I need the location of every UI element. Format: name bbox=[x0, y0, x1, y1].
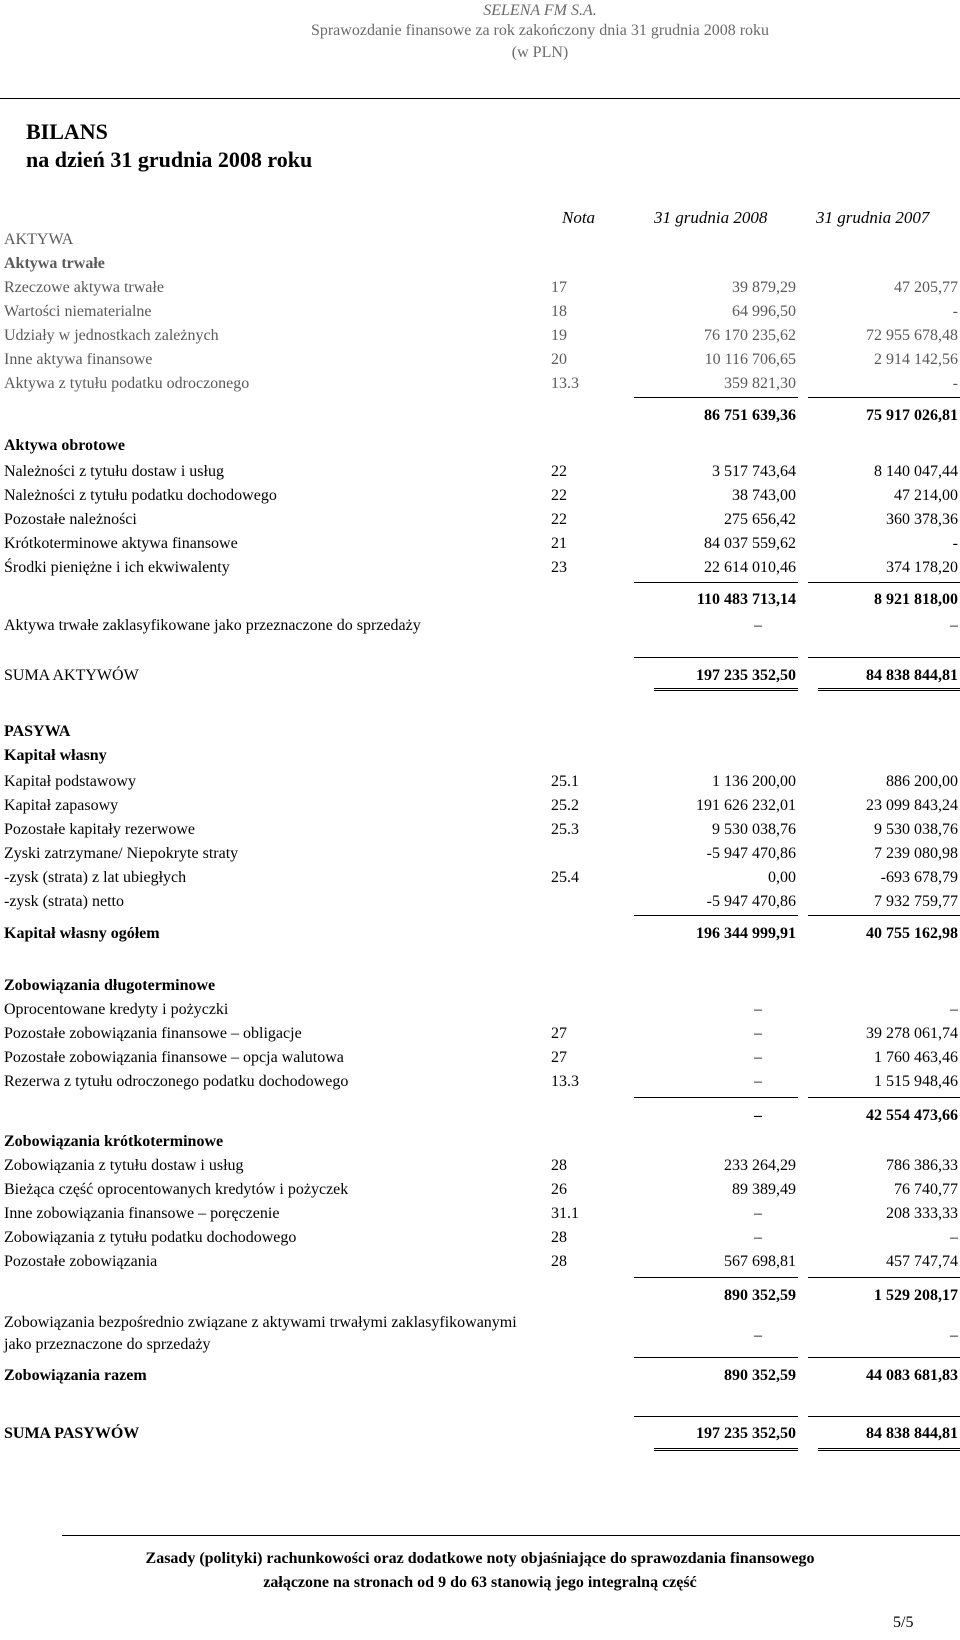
table-row bbox=[4, 1046, 958, 1070]
row-value-2008: 9 530 038,76 bbox=[712, 821, 796, 838]
row-value-2007: – bbox=[950, 1229, 958, 1246]
row-label: Kapitał własny ogółem bbox=[4, 925, 160, 942]
row-value-2008: – bbox=[754, 1229, 762, 1246]
row-value-2008: 567 698,81 bbox=[724, 1253, 796, 1270]
row-value-2008: – bbox=[754, 1205, 762, 1222]
table-row bbox=[4, 818, 958, 842]
total-double-line bbox=[818, 688, 960, 691]
row-value-2008: 22 614 010,46 bbox=[704, 559, 796, 576]
row-label: Aktywa trwałe bbox=[4, 255, 105, 272]
table-row bbox=[4, 1202, 958, 1226]
row-value-2007: 84 838 844,81 bbox=[866, 1425, 958, 1442]
row-label: Oprocentowane kredyty i pożyczki bbox=[4, 1001, 229, 1018]
row-value-2007: 8 921 818,00 bbox=[874, 591, 958, 608]
row-value-2008: 3 517 743,64 bbox=[712, 463, 796, 480]
row-note: 28 bbox=[551, 1229, 567, 1246]
report-title: Sprawozdanie finansowe za rok zakończony dnia 31 grudnia 2008 roku bbox=[310, 22, 770, 39]
row-note: 18 bbox=[551, 303, 567, 320]
row-label: Rezerwa z tytułu odroczonego podatku dochodowego bbox=[4, 1073, 349, 1090]
section-subheading bbox=[4, 744, 958, 768]
currency-note: (w PLN) bbox=[511, 44, 569, 61]
row-value-2008: – bbox=[754, 1107, 762, 1124]
row-value-2008: 76 170 235,62 bbox=[704, 327, 796, 344]
subtotal-row bbox=[4, 922, 958, 946]
subtotal-row bbox=[4, 404, 958, 428]
section-subheading bbox=[4, 434, 958, 458]
row-value-2008: -5 947 470,86 bbox=[706, 893, 796, 910]
table-row bbox=[4, 890, 958, 914]
table-row bbox=[4, 372, 958, 396]
subtotal-line bbox=[808, 915, 960, 916]
total-row bbox=[4, 1422, 958, 1446]
subtotal-row bbox=[4, 1284, 958, 1308]
row-label: Aktywa trwałe zaklasyfikowane jako przeznaczone do sprzedaży bbox=[4, 617, 421, 634]
row-value-2007: 2 914 142,56 bbox=[874, 351, 958, 368]
table-row bbox=[4, 998, 958, 1022]
row-label: SUMA AKTYWÓW bbox=[4, 667, 139, 684]
company-name: SELENA FM S.A. bbox=[483, 2, 597, 19]
row-value-2007: 7 932 759,77 bbox=[874, 893, 958, 910]
table-row bbox=[4, 1022, 958, 1046]
row-value-2007: 76 740,77 bbox=[894, 1181, 958, 1198]
row-note: 25.2 bbox=[551, 797, 579, 814]
row-value-2007: – bbox=[950, 617, 958, 634]
subtotal-line bbox=[634, 582, 798, 583]
row-value-2007: - bbox=[952, 535, 958, 552]
row-value-2008: – bbox=[754, 1327, 762, 1344]
row-value-2008: 0,00 bbox=[768, 869, 796, 886]
row-label: Kapitał podstawowy bbox=[4, 773, 136, 790]
row-label: Udziały w jednostkach zależnych bbox=[4, 327, 219, 344]
total-double-line bbox=[654, 688, 798, 691]
row-value-2007: 47 214,00 bbox=[894, 487, 958, 504]
row-label: Zobowiązania z tytułu podatku dochodowego bbox=[4, 1229, 297, 1246]
row-note: 17 bbox=[551, 279, 567, 296]
row-label: Kapitał własny bbox=[4, 747, 107, 764]
table-row bbox=[4, 614, 958, 638]
row-value-2007: 72 955 678,48 bbox=[866, 327, 958, 344]
row-label: Wartości niematerialne bbox=[4, 303, 152, 320]
subtotal-row bbox=[4, 1364, 958, 1388]
row-value-2008: – bbox=[754, 1049, 762, 1066]
row-value-2007: 8 140 047,44 bbox=[874, 463, 958, 480]
row-value-2008: – bbox=[754, 1001, 762, 1018]
footer-divider bbox=[62, 1535, 960, 1536]
row-value-2007: 360 378,36 bbox=[886, 511, 958, 528]
row-label: Pozostałe kapitały rezerwowe bbox=[4, 821, 196, 838]
row-label: Należności z tytułu podatku dochodowego bbox=[4, 487, 277, 504]
row-label: Pozostałe zobowiązania finansowe – opcja walutowa bbox=[4, 1049, 344, 1066]
table-row bbox=[4, 300, 958, 324]
row-label: Aktywa z tytułu podatku odroczonego bbox=[4, 375, 250, 392]
row-value-2008: – bbox=[754, 1073, 762, 1090]
table-row bbox=[4, 532, 958, 556]
row-value-2008: 64 996,50 bbox=[732, 303, 796, 320]
row-label: Należności z tytułu dostaw i usług bbox=[4, 463, 224, 480]
row-value-2008: 890 352,59 bbox=[724, 1287, 796, 1304]
row-label: Zobowiązania długoterminowe bbox=[4, 977, 216, 994]
subtotal-line bbox=[808, 1357, 960, 1358]
table-row bbox=[4, 556, 958, 580]
row-value-2007: - bbox=[952, 375, 958, 392]
row-note: 27 bbox=[551, 1049, 567, 1066]
page-subtitle: na dzień 31 grudnia 2008 roku bbox=[26, 147, 313, 172]
table-row bbox=[4, 842, 958, 866]
row-label: Pozostałe zobowiązania bbox=[4, 1253, 158, 1270]
subtotal-line bbox=[808, 397, 960, 398]
row-value-2007: 457 747,74 bbox=[886, 1253, 958, 1270]
total-double-line bbox=[654, 1448, 798, 1451]
table-row bbox=[4, 794, 958, 818]
row-value-2007: 39 278 061,74 bbox=[866, 1025, 958, 1042]
row-value-2007: 47 205,77 bbox=[894, 279, 958, 296]
subtotal-line bbox=[634, 1277, 798, 1278]
row-note: 22 bbox=[551, 463, 567, 480]
row-label: Krótkoterminowe aktywa finansowe bbox=[4, 535, 238, 552]
row-note: 26 bbox=[551, 1181, 567, 1198]
row-note: 23 bbox=[551, 559, 567, 576]
row-note: 27 bbox=[551, 1025, 567, 1042]
column-header-2007: 31 grudnia 2007 bbox=[816, 208, 930, 227]
table-row bbox=[4, 770, 958, 794]
row-label: Rzeczowe aktywa trwałe bbox=[4, 279, 164, 296]
subtotal-line bbox=[634, 397, 798, 398]
table-row bbox=[4, 508, 958, 532]
row-value-2008: 89 389,49 bbox=[732, 1181, 796, 1198]
subtotal-row bbox=[4, 588, 958, 612]
total-row bbox=[4, 664, 958, 688]
row-value-2007: 1 760 463,46 bbox=[874, 1049, 958, 1066]
column-header-2008: 31 grudnia 2008 bbox=[654, 208, 768, 227]
row-label: -zysk (strata) z lat ubiegłych bbox=[4, 869, 187, 886]
total-line bbox=[808, 657, 960, 658]
row-label: Pozostałe zobowiązania finansowe – obligacje bbox=[4, 1025, 302, 1042]
row-value-2007: 1 529 208,17 bbox=[874, 1287, 958, 1304]
row-value-2007: 75 917 026,81 bbox=[866, 407, 958, 424]
row-label: Kapitał zapasowy bbox=[4, 797, 119, 814]
row-value-2007: 40 755 162,98 bbox=[866, 925, 958, 942]
total-line bbox=[634, 1416, 798, 1417]
row-label: -zysk (strata) netto bbox=[4, 893, 124, 910]
row-label: Zyski zatrzymane/ Niepokryte straty bbox=[4, 845, 239, 862]
row-label: Inne aktywa finansowe bbox=[4, 351, 153, 368]
subtotal-line bbox=[808, 1277, 960, 1278]
table-row bbox=[4, 324, 958, 348]
row-value-2008: 110 483 713,14 bbox=[696, 591, 796, 608]
subtotal-line bbox=[808, 582, 960, 583]
row-value-2007: – bbox=[950, 1327, 958, 1344]
table-row bbox=[4, 1250, 958, 1274]
row-value-2007: 1 515 948,46 bbox=[874, 1073, 958, 1090]
table-row bbox=[4, 1178, 958, 1202]
row-label: Zobowiązania krótkoterminowe bbox=[4, 1133, 224, 1150]
row-value-2007: 786 386,33 bbox=[886, 1157, 958, 1174]
footer-note-line1: Zasady (polityki) rachunkowości oraz dodatkowe noty objaśniające do sprawozdania finansowego bbox=[145, 1550, 815, 1567]
row-label: Pozostałe należności bbox=[4, 511, 137, 528]
row-value-2007: 7 239 080,98 bbox=[874, 845, 958, 862]
row-value-2007: 9 530 038,76 bbox=[874, 821, 958, 838]
row-value-2008: 38 743,00 bbox=[732, 487, 796, 504]
row-value-2008: 197 235 352,50 bbox=[696, 667, 796, 684]
row-value-2008: 197 235 352,50 bbox=[696, 1425, 796, 1442]
row-label: SUMA PASYWÓW bbox=[4, 1425, 140, 1442]
table-row bbox=[4, 1312, 958, 1356]
row-value-2007: -693 678,79 bbox=[880, 869, 958, 886]
row-note: 22 bbox=[551, 511, 567, 528]
section-subheading bbox=[4, 974, 958, 998]
subtotal-line bbox=[808, 1097, 960, 1098]
row-note: 28 bbox=[551, 1253, 567, 1270]
section-heading bbox=[4, 720, 958, 744]
row-note: 25.4 bbox=[551, 869, 579, 886]
total-line bbox=[634, 657, 798, 658]
table-row bbox=[4, 276, 958, 300]
row-note: 21 bbox=[551, 535, 567, 552]
row-note: 13.3 bbox=[551, 375, 579, 392]
subtotal-line bbox=[634, 1357, 798, 1358]
row-value-2008: – bbox=[754, 617, 762, 634]
row-value-2007: 886 200,00 bbox=[886, 773, 958, 790]
row-label: Środki pieniężne i ich ekwiwalenty bbox=[4, 559, 230, 576]
row-label: Inne zobowiązania finansowe – poręczenie bbox=[4, 1205, 280, 1222]
row-value-2008: 359 821,30 bbox=[724, 375, 796, 392]
section-heading bbox=[4, 228, 958, 252]
row-value-2007: – bbox=[950, 1001, 958, 1018]
row-label: PASYWA bbox=[4, 723, 71, 740]
page-number: 5/5 bbox=[893, 1614, 914, 1631]
row-note: 25.1 bbox=[551, 773, 579, 790]
row-label: Bieżąca część oprocentowanych kredytów i pożyczek bbox=[4, 1181, 349, 1198]
row-value-2008: 275 656,42 bbox=[724, 511, 796, 528]
row-value-2007: - bbox=[952, 303, 958, 320]
row-note: 25.3 bbox=[551, 821, 579, 838]
row-label: Zobowiązania razem bbox=[4, 1367, 147, 1384]
total-line bbox=[808, 1416, 960, 1417]
row-note: 28 bbox=[551, 1157, 567, 1174]
table-row bbox=[4, 866, 958, 890]
row-label: Zobowiązania z tytułu dostaw i usług bbox=[4, 1157, 244, 1174]
section-subheading bbox=[4, 252, 958, 276]
column-header-note: Nota bbox=[562, 208, 596, 227]
subtotal-line bbox=[634, 1097, 798, 1098]
row-value-2008: 890 352,59 bbox=[724, 1367, 796, 1384]
row-value-2007: 23 099 843,24 bbox=[866, 797, 958, 814]
total-double-line bbox=[818, 1448, 960, 1451]
row-value-2007: 208 333,33 bbox=[886, 1205, 958, 1222]
row-label: AKTYWA bbox=[4, 231, 74, 248]
section-subheading bbox=[4, 1130, 958, 1154]
row-label: Aktywa obrotowe bbox=[4, 437, 126, 454]
row-value-2008: 1 136 200,00 bbox=[712, 773, 796, 790]
row-note: 20 bbox=[551, 351, 567, 368]
table-row bbox=[4, 1154, 958, 1178]
row-value-2008: -5 947 470,86 bbox=[706, 845, 796, 862]
row-value-2008: – bbox=[754, 1025, 762, 1042]
row-value-2008: 196 344 999,91 bbox=[696, 925, 796, 942]
row-value-2008: 86 751 639,36 bbox=[704, 407, 796, 424]
row-value-2007: 374 178,20 bbox=[886, 559, 958, 576]
row-note: 13.3 bbox=[551, 1073, 579, 1090]
header-divider bbox=[0, 98, 960, 99]
row-note: 31.1 bbox=[551, 1205, 579, 1222]
row-value-2007: 42 554 473,66 bbox=[866, 1107, 958, 1124]
row-value-2008: 10 116 706,65 bbox=[704, 351, 796, 368]
table-row bbox=[4, 460, 958, 484]
table-row bbox=[4, 1226, 958, 1250]
footer-note-line2: załączone na stronach od 9 do 63 stanowią jego integralną część bbox=[263, 1574, 697, 1591]
row-value-2008: 233 264,29 bbox=[724, 1157, 796, 1174]
table-row bbox=[4, 348, 958, 372]
table-row bbox=[4, 484, 958, 508]
table-row bbox=[4, 1070, 958, 1094]
row-value-2007: 84 838 844,81 bbox=[866, 667, 958, 684]
row-value-2008: 39 879,29 bbox=[732, 279, 796, 296]
row-note: 22 bbox=[551, 487, 567, 504]
page-title: BILANS bbox=[26, 119, 108, 144]
row-value-2008: 84 037 559,62 bbox=[704, 535, 796, 552]
row-label: Zobowiązania bezpośrednio związane z aktywami trwałymi zaklasyfikowanymi jako przeznaczone do sprzedaży bbox=[4, 1314, 517, 1353]
row-value-2007: 44 083 681,83 bbox=[866, 1367, 958, 1384]
subtotal-line bbox=[634, 915, 798, 916]
row-note: 19 bbox=[551, 327, 567, 344]
row-value-2008: 191 626 232,01 bbox=[696, 797, 796, 814]
subtotal-row bbox=[4, 1104, 958, 1128]
